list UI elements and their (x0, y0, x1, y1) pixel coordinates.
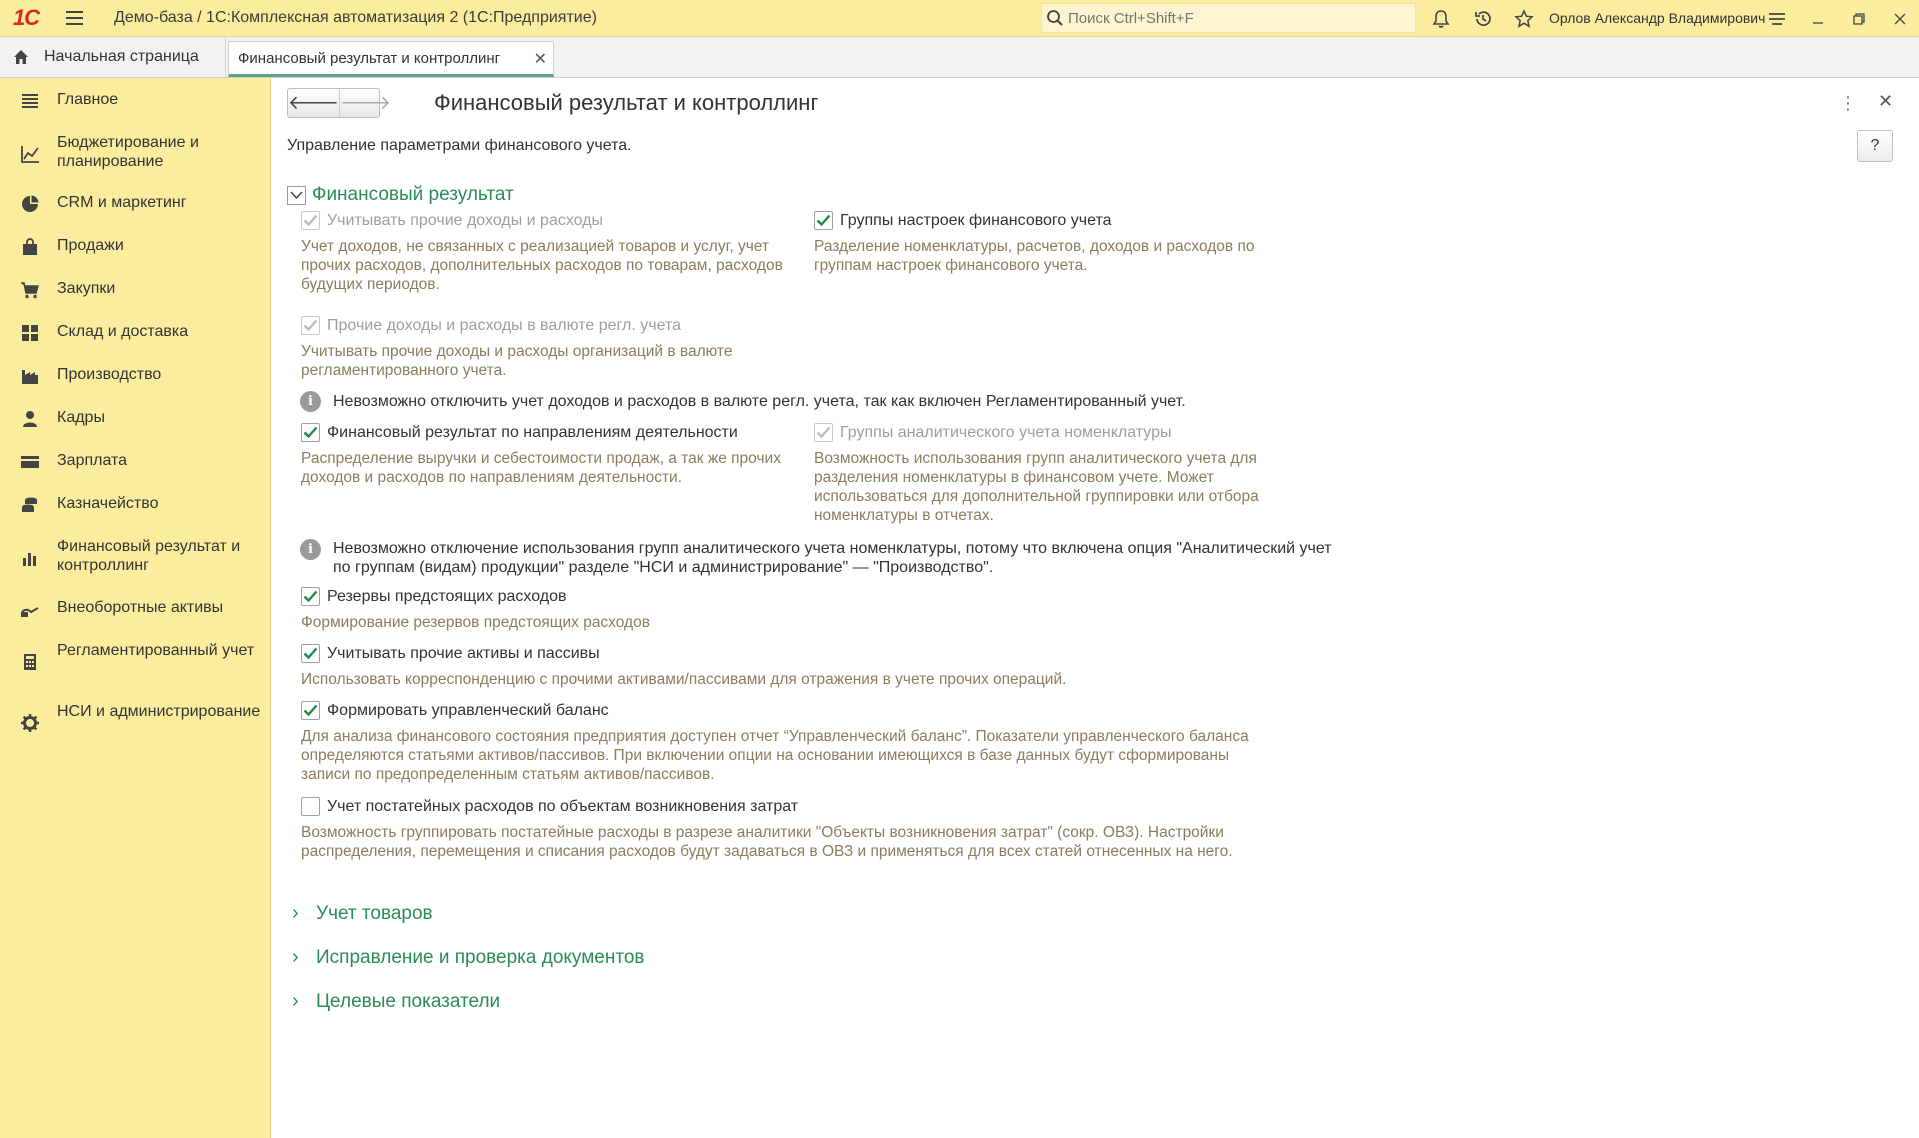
checkmark-icon (303, 590, 318, 603)
coins-icon (19, 494, 41, 516)
search-icon (1042, 4, 1068, 32)
tab-financial-result[interactable] (228, 41, 554, 77)
info-icon: i (300, 391, 321, 412)
checkmark-icon (816, 426, 831, 439)
info-icon: i (300, 539, 321, 560)
collapse-icon (287, 186, 306, 205)
group-financial-result[interactable] (287, 184, 514, 206)
info-message: Невозможно отключение использования групп аналитического учета номенклатуры, потому что включена опция "Аналитический учет по группам (видам) продукции" разделе "НСИ и администрирование" — "Производство". (333, 540, 1332, 576)
sidebar (0, 78, 271, 1138)
checkbox-label: Учитывать прочие активы и пассивы (327, 645, 600, 662)
option-description: Учитывать прочие доходы и расходы организаций в валюте регламентированного учета. (301, 343, 733, 379)
group-title: Учет товаров (316, 902, 433, 924)
option-description: Использовать корреспонденцию с прочими активами/пассивами для отражения в учете прочих операций. (301, 671, 1067, 688)
factory-icon (19, 365, 41, 387)
star-icon[interactable] (1511, 6, 1537, 32)
checkbox-label: Формировать управленческий баланс (327, 702, 609, 719)
checkbox-label: Группы аналитического учета номенклатуры (840, 424, 1172, 441)
bell-icon[interactable] (1428, 6, 1454, 32)
sidebar-item-label: CRM и маркетинг (57, 194, 187, 211)
sidebar-item-label: Главное (57, 91, 119, 108)
option-description: Возможность использования групп аналитического учета для разделения номенклатуры в финансовом учете. Может использоваться для дополнительной группировки или отбора номенклатуры в отчетах. (814, 450, 1259, 524)
tab-home-label: Начальная страница (44, 48, 199, 65)
wallet-icon (19, 451, 41, 473)
cart-icon (19, 279, 41, 301)
help-button[interactable]: ? (1857, 130, 1893, 162)
checkmark-icon (303, 426, 318, 439)
tab-home[interactable] (0, 37, 226, 77)
tab-active-label: Финансовый результат и контроллинг (238, 49, 501, 67)
logo-1c[interactable]: 1С (12, 5, 40, 30)
barchart-icon (19, 547, 41, 569)
checkbox-cost-objects[interactable] (301, 797, 320, 816)
checkbox-label: Учитывать прочие доходы и расходы (327, 212, 604, 229)
calculator-icon (19, 651, 41, 673)
sidebar-item-label: Казначейство (57, 495, 159, 512)
close-window-icon[interactable] (1887, 6, 1913, 32)
checkbox-label: Учет постатейных расходов по объектам возникновения затрат (327, 798, 799, 815)
checkbox-expense-reserves[interactable] (301, 587, 320, 606)
pie-icon (19, 193, 41, 215)
option-description: Формирование резервов предстоящих расходов (301, 614, 650, 631)
chevron-right-icon: › (292, 990, 299, 1012)
tab-bar (0, 37, 1919, 78)
group-doc-correction[interactable] (292, 946, 644, 969)
option-description: Возможность группировать постатейные расходы в разрезе аналитики "Объекты возникновения затрат" (сокр. ОВЗ). Настройки распределения, перемещения и списания расходов будут задаваться в ОВЗ и применяться для всех статей отнесенных на него. (301, 824, 1233, 860)
checkbox-fin-settings-groups[interactable] (814, 211, 833, 230)
checkmark-icon (816, 214, 831, 227)
sidebar-item-label: Зарплата (57, 452, 128, 469)
sidebar-item-label: Бюджетирование и планирование (57, 134, 199, 170)
info-message: Невозможно отключить учет доходов и расходов в валюте регл. учета, так как включен Регламентированный учет. (333, 393, 1186, 410)
close-form-icon[interactable]: ✕ (1878, 91, 1894, 111)
checkbox-reg-currency[interactable] (301, 316, 320, 335)
form-area (272, 78, 1919, 1138)
menu-icon (19, 90, 41, 112)
group-goods-accounting[interactable] (292, 902, 433, 925)
checkbox-label: Прочие доходы и расходы в валюте регл. учета (327, 317, 681, 334)
checkbox-label: Группы настроек финансового учета (840, 212, 1112, 229)
checkbox-label: Финансовый результат по направлениям деятельности (327, 424, 738, 441)
option-description: Учет доходов, не связанных с реализацией товаров и услуг, учет прочих расходов, дополнительных расходов по товарам, расходов будущих периодов. (301, 238, 783, 293)
checkmark-icon (303, 319, 318, 332)
app-title: Демо-база / 1С:Комплексная автоматизация 2 (1С:Предприятие) (114, 9, 597, 26)
main-menu-icon[interactable] (66, 0, 92, 37)
option-description: Разделение номенклатуры, расчетов, доходов и расходов по группам настроек финансового учета. (814, 238, 1255, 274)
sidebar-item-label: Внеоборотные активы (57, 599, 224, 616)
group-title: Финансовый результат (312, 184, 514, 205)
sidebar-item-label: Кадры (57, 409, 105, 426)
checkbox-analytic-groups[interactable] (814, 423, 833, 442)
group-title: Целевые показатели (316, 990, 501, 1012)
restore-icon[interactable] (1846, 6, 1872, 32)
back-arrow-icon[interactable]: 🡐 (288, 93, 339, 114)
settings-menu-icon[interactable] (1764, 6, 1790, 32)
tab-close-icon[interactable]: ✕ (533, 51, 547, 68)
history-icon[interactable] (1470, 6, 1496, 32)
group-target-indicators[interactable] (292, 990, 500, 1013)
sidebar-item-label: Закупки (57, 280, 116, 297)
home-icon (12, 48, 30, 66)
assets-icon (19, 598, 41, 620)
user-name[interactable]: Орлов Александр Владимирович (1549, 10, 1766, 26)
checkbox-other-assets[interactable] (301, 644, 320, 663)
chevron-right-icon: › (292, 902, 299, 924)
checkmark-icon (303, 647, 318, 660)
person-icon (19, 408, 41, 430)
more-actions-icon[interactable]: ⋮ (1839, 93, 1856, 113)
chevron-right-icon: › (292, 946, 299, 968)
nav-buttons (287, 88, 391, 118)
top-bar (0, 0, 1919, 37)
checkbox-management-balance[interactable] (301, 701, 320, 720)
sidebar-item-label: Регламентированный учет (57, 642, 255, 659)
sidebar-item-label: Финансовый результат и контроллинг (57, 538, 241, 574)
warehouse-icon (19, 322, 41, 344)
option-description: Распределение выручки и себестоимости продаж, а так же прочих доходов и расходов по направлениям деятельности. (301, 450, 781, 486)
checkbox-other-income[interactable] (301, 211, 320, 230)
checkbox-label: Резервы предстоящих расходов (327, 588, 567, 605)
gear-icon (19, 712, 41, 734)
checkbox-activity-directions[interactable] (301, 423, 320, 442)
sidebar-item-label: Склад и доставка (57, 323, 189, 340)
search-box[interactable] (1041, 3, 1416, 33)
sidebar-item-label: Производство (57, 366, 162, 383)
minimize-icon[interactable] (1805, 6, 1831, 32)
group-title: Исправление и проверка документов (316, 946, 645, 968)
form-description: Управление параметрами финансового учета. (287, 137, 632, 154)
forward-arrow-icon[interactable]: 🡒 (339, 89, 391, 117)
page-title: Финансовый результат и контроллинг (434, 90, 819, 115)
sidebar-item-label: Продажи (57, 237, 124, 254)
search-input[interactable] (1068, 10, 1398, 27)
checkmark-icon (303, 704, 318, 717)
sidebar-item-label: НСИ и администрирование (57, 703, 261, 720)
budget-icon (19, 143, 41, 165)
bag-icon (19, 236, 41, 258)
option-description: Для анализа финансового состояния предприятия доступен отчет “Управленческий баланс”. Показатели управленческого баланса определяются статьями активов/пассивов. При включении опции на основании имеющихся в базе данных будут сформированы записи по предопределенным статьям активов/пассивов. (301, 728, 1249, 783)
checkmark-icon (303, 214, 318, 227)
